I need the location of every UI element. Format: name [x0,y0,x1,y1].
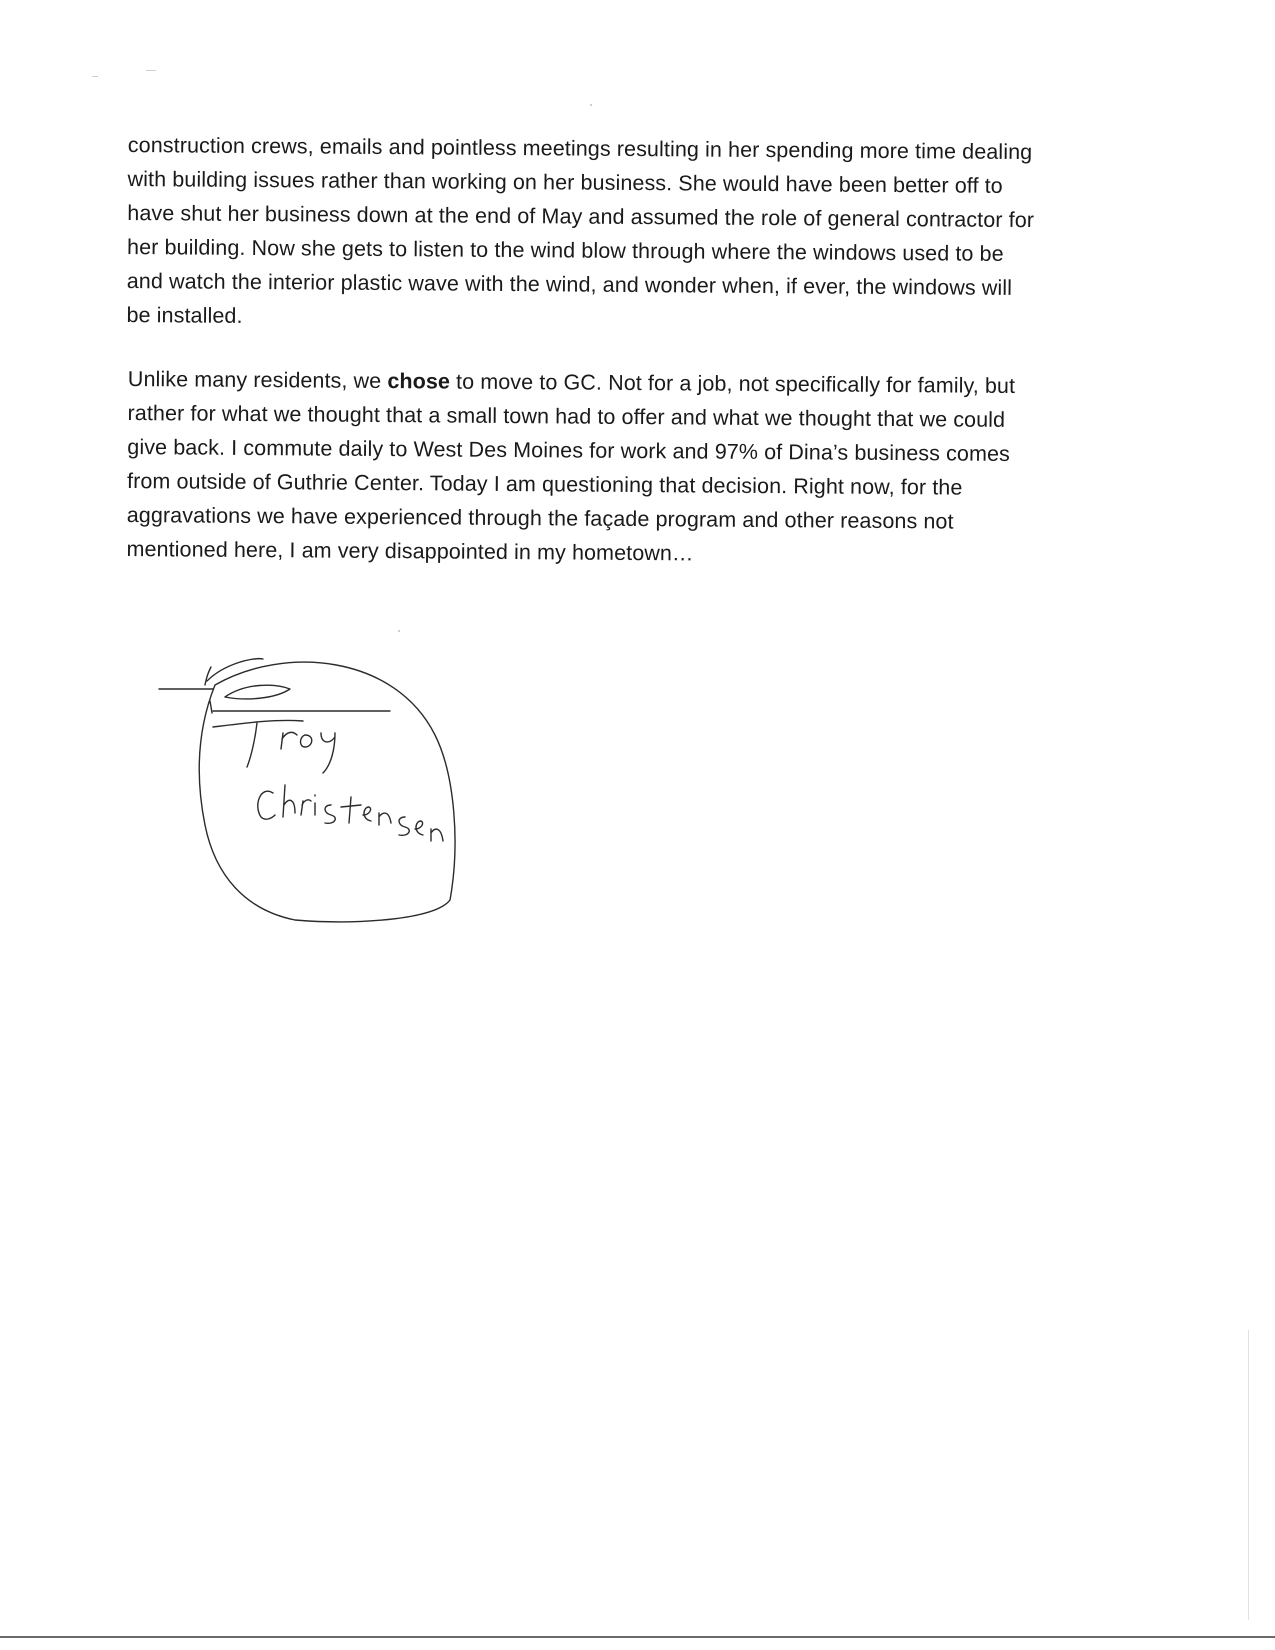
signature-letter-stroke [363,807,371,821]
paragraph-2-line: give back. I commute daily to West Des Moines for work and 97% of Dina’s business comes [127,434,1011,466]
scan-speck [398,630,400,632]
scan-speck [92,76,98,77]
paragraph-2-line: mentioned here, I am very disappointed in my hometown… [126,536,694,566]
signature-letter-stroke [213,720,303,727]
emphasized-word: chose [387,369,451,394]
signature-letter-stroke [301,735,312,747]
signature-flourish-stroke [225,685,290,699]
paragraph-2-line: aggravations we have experienced through the façade program and other reasons not [126,502,954,534]
scan-speck [146,70,156,71]
signature-flourish-stroke [205,667,211,685]
signature-drawing [155,645,485,945]
paragraph-1-line: be installed. [126,302,243,328]
signature-letter-stroke [431,829,443,841]
signature-letter-stroke [301,800,311,815]
signature-letter-stroke [325,805,335,823]
paragraph-1-line: have shut her business down at the end of May and assumed the role of general contractor for [127,200,1035,233]
signature-loop-stroke [199,662,455,922]
handwritten-signature [155,645,485,945]
paragraph-2-line: rather for what we thought that a small town had to offer and what we thought that we could [127,400,1006,432]
paragraph-2-text: to move to GC. Not for a job, not specifically for family, but [449,369,1016,398]
signature-letter-stroke [321,733,335,773]
paragraph-1-line: and watch the interior plastic wave with the wind, and wonder when, if ever, the windows will [126,268,1013,300]
paragraph-2-line: from outside of Guthrie Center. Today I am questioning that decision. Right now, for the [126,468,963,500]
scan-edge-line [1248,1330,1249,1620]
paragraph-1-line: with building issues rather than working on her business. She would have been better off to [127,166,1003,198]
signature-letter-stroke [379,813,391,825]
bottom-page-rule [0,1636,1275,1638]
signature-letter-stroke [399,817,409,835]
signature-flourish-stroke [207,659,263,681]
signature-flourish-stroke [210,701,212,713]
signature-letter-stroke [341,797,361,823]
signature-letter-stroke [283,785,295,817]
signature-letter-stroke [258,791,275,819]
letter-paragraph-1 [126,128,1108,340]
signature-letter-stroke [247,723,257,767]
paragraph-1-line: construction crews, emails and pointless meetings resulting in her spending more time dealing [127,132,1033,165]
letter-paragraph-2 [126,362,1108,574]
scan-speck [590,104,592,106]
paragraph-2-text: Unlike many residents, we [127,366,388,394]
signature-letter-stroke [281,732,297,749]
signature-letter-stroke [415,821,423,835]
paragraph-1-line: her building. Now she gets to listen to the wind blow through where the windows used to be [126,234,1004,266]
